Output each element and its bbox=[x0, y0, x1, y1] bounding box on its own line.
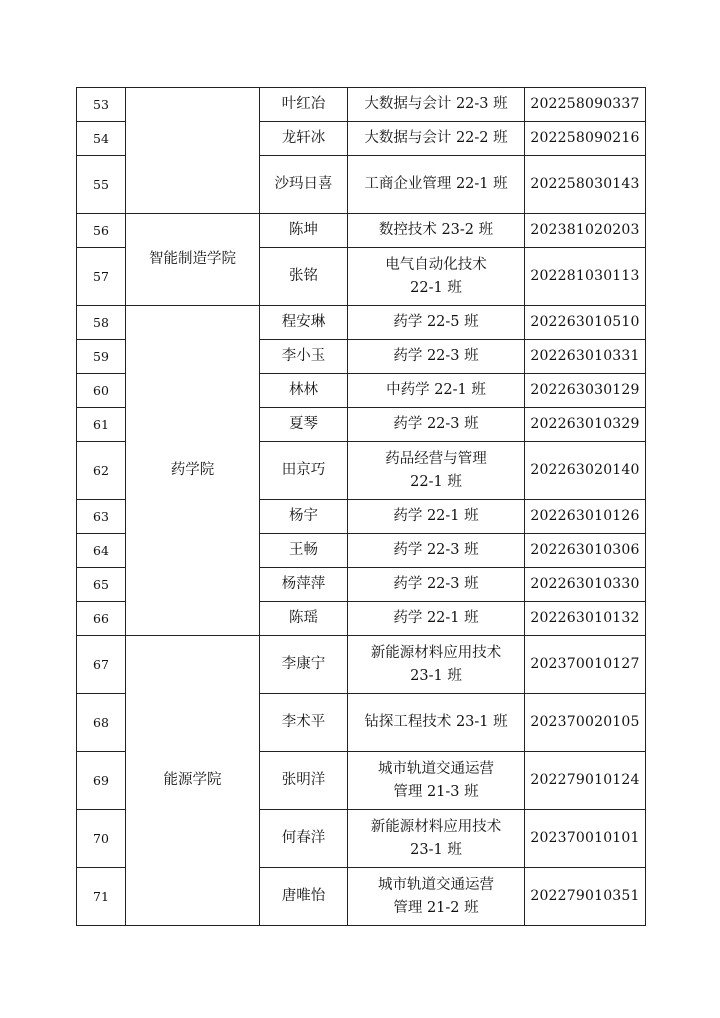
student-id-cell: 202279010124 bbox=[525, 752, 646, 810]
student-name-cell: 李小玉 bbox=[260, 340, 348, 374]
class-cell bbox=[348, 408, 525, 442]
student-id-cell: 202370010101 bbox=[525, 810, 646, 868]
student-id-cell: 202263010330 bbox=[525, 568, 646, 602]
class-cell bbox=[348, 88, 525, 122]
row-number-cell: 61 bbox=[77, 408, 126, 442]
class-cell bbox=[348, 636, 525, 694]
student-id-cell: 202263010331 bbox=[525, 340, 646, 374]
row-number-cell: 68 bbox=[77, 694, 126, 752]
class-cell bbox=[348, 868, 525, 926]
table-row bbox=[77, 306, 646, 340]
class-cell bbox=[348, 214, 525, 248]
class-cell bbox=[348, 694, 525, 752]
row-number-cell: 57 bbox=[77, 248, 126, 306]
class-line-1: 药学 22-1 班 bbox=[393, 610, 479, 627]
class-line-2: 23-1 班 bbox=[410, 667, 462, 684]
student-id-cell: 202263010132 bbox=[525, 602, 646, 636]
class-line-2: 管理 21-2 班 bbox=[393, 899, 479, 916]
class-line-1: 药学 22-1 班 bbox=[393, 508, 479, 525]
class-cell bbox=[348, 122, 525, 156]
student-id-cell: 202263010510 bbox=[525, 306, 646, 340]
table-row bbox=[77, 214, 646, 248]
student-name-cell: 杨宇 bbox=[260, 500, 348, 534]
student-name-cell: 李术平 bbox=[260, 694, 348, 752]
student-name-cell: 唐唯怡 bbox=[260, 868, 348, 926]
student-name-cell: 叶红冶 bbox=[260, 88, 348, 122]
class-line-1: 城市轨道交通运营 bbox=[378, 877, 494, 894]
row-number-cell: 59 bbox=[77, 340, 126, 374]
class-line-1: 数控技术 23-2 班 bbox=[378, 222, 494, 239]
student-id-cell: 202370020105 bbox=[525, 694, 646, 752]
student-id-cell: 202279010351 bbox=[525, 868, 646, 926]
row-number-cell: 64 bbox=[77, 534, 126, 568]
class-line-1: 新能源材料应用技术 bbox=[370, 645, 502, 662]
student-id-cell: 202370010127 bbox=[525, 636, 646, 694]
row-number-cell: 55 bbox=[77, 156, 126, 214]
class-cell bbox=[348, 810, 525, 868]
class-line-2: 22-1 班 bbox=[410, 473, 462, 490]
student-name-cell: 李康宁 bbox=[260, 636, 348, 694]
class-line-2: 22-1 班 bbox=[410, 279, 462, 296]
class-cell bbox=[348, 534, 525, 568]
class-cell bbox=[348, 500, 525, 534]
class-cell bbox=[348, 340, 525, 374]
student-id-cell: 202263010306 bbox=[525, 534, 646, 568]
student-name-cell: 林林 bbox=[260, 374, 348, 408]
class-line-1: 城市轨道交通运营 bbox=[378, 761, 494, 778]
row-number-cell: 58 bbox=[77, 306, 126, 340]
student-name-cell: 王畅 bbox=[260, 534, 348, 568]
student-name-cell: 夏琴 bbox=[260, 408, 348, 442]
student-id-cell: 202263010329 bbox=[525, 408, 646, 442]
class-cell bbox=[348, 602, 525, 636]
student-table-body bbox=[77, 88, 646, 926]
student-name-cell: 张明洋 bbox=[260, 752, 348, 810]
student-table bbox=[76, 87, 646, 926]
class-line-1: 药学 22-3 班 bbox=[393, 416, 479, 433]
student-name-cell: 张铭 bbox=[260, 248, 348, 306]
class-line-1: 大数据与会计 22-3 班 bbox=[364, 96, 508, 113]
student-name-cell: 沙玛日喜 bbox=[260, 156, 348, 214]
college-cell: 能源学院 bbox=[126, 636, 260, 926]
student-name-cell: 何春洋 bbox=[260, 810, 348, 868]
class-cell bbox=[348, 248, 525, 306]
row-number-cell: 62 bbox=[77, 442, 126, 500]
row-number-cell: 63 bbox=[77, 500, 126, 534]
row-number-cell: 53 bbox=[77, 88, 126, 122]
student-name-cell: 陈瑶 bbox=[260, 602, 348, 636]
class-line-1: 电气自动化技术 bbox=[385, 257, 487, 274]
student-id-cell: 202263010126 bbox=[525, 500, 646, 534]
class-line-2: 管理 21-3 班 bbox=[393, 783, 479, 800]
student-id-cell: 202263030129 bbox=[525, 374, 646, 408]
table-row bbox=[77, 636, 646, 694]
class-cell bbox=[348, 156, 525, 214]
class-cell bbox=[348, 374, 525, 408]
row-number-cell: 56 bbox=[77, 214, 126, 248]
class-line-2: 23-1 班 bbox=[410, 841, 462, 858]
student-id-cell: 202263020140 bbox=[525, 442, 646, 500]
class-line-1: 药学 22-5 班 bbox=[393, 314, 479, 331]
student-name-cell: 田京巧 bbox=[260, 442, 348, 500]
college-cell bbox=[126, 88, 260, 214]
class-cell bbox=[348, 752, 525, 810]
college-cell: 智能制造学院 bbox=[126, 214, 260, 306]
table-row bbox=[77, 88, 646, 122]
student-id-cell: 202258090216 bbox=[525, 122, 646, 156]
row-number-cell: 69 bbox=[77, 752, 126, 810]
class-line-1: 大数据与会计 22-2 班 bbox=[364, 130, 508, 147]
class-line-1: 药学 22-3 班 bbox=[393, 348, 479, 365]
class-line-1: 钻探工程技术 23-1 班 bbox=[364, 714, 508, 731]
class-line-1: 新能源材料应用技术 bbox=[370, 819, 502, 836]
row-number-cell: 67 bbox=[77, 636, 126, 694]
college-cell: 药学院 bbox=[126, 306, 260, 636]
student-name-cell: 陈坤 bbox=[260, 214, 348, 248]
class-line-1: 中药学 22-1 班 bbox=[386, 382, 486, 399]
student-id-cell: 202258030143 bbox=[525, 156, 646, 214]
student-id-cell: 202281030113 bbox=[525, 248, 646, 306]
class-line-1: 工商企业管理 22-1 班 bbox=[364, 176, 508, 193]
row-number-cell: 70 bbox=[77, 810, 126, 868]
class-cell bbox=[348, 442, 525, 500]
row-number-cell: 71 bbox=[77, 868, 126, 926]
class-line-1: 药学 22-3 班 bbox=[393, 542, 479, 559]
student-id-cell: 202381020203 bbox=[525, 214, 646, 248]
row-number-cell: 60 bbox=[77, 374, 126, 408]
student-id-cell: 202258090337 bbox=[525, 88, 646, 122]
class-cell bbox=[348, 306, 525, 340]
student-name-cell: 龙轩冰 bbox=[260, 122, 348, 156]
class-cell bbox=[348, 568, 525, 602]
row-number-cell: 54 bbox=[77, 122, 126, 156]
row-number-cell: 65 bbox=[77, 568, 126, 602]
student-name-cell: 程安琳 bbox=[260, 306, 348, 340]
class-line-1: 药学 22-3 班 bbox=[393, 576, 479, 593]
student-name-cell: 杨萍萍 bbox=[260, 568, 348, 602]
class-line-1: 药品经营与管理 bbox=[385, 451, 487, 468]
row-number-cell: 66 bbox=[77, 602, 126, 636]
